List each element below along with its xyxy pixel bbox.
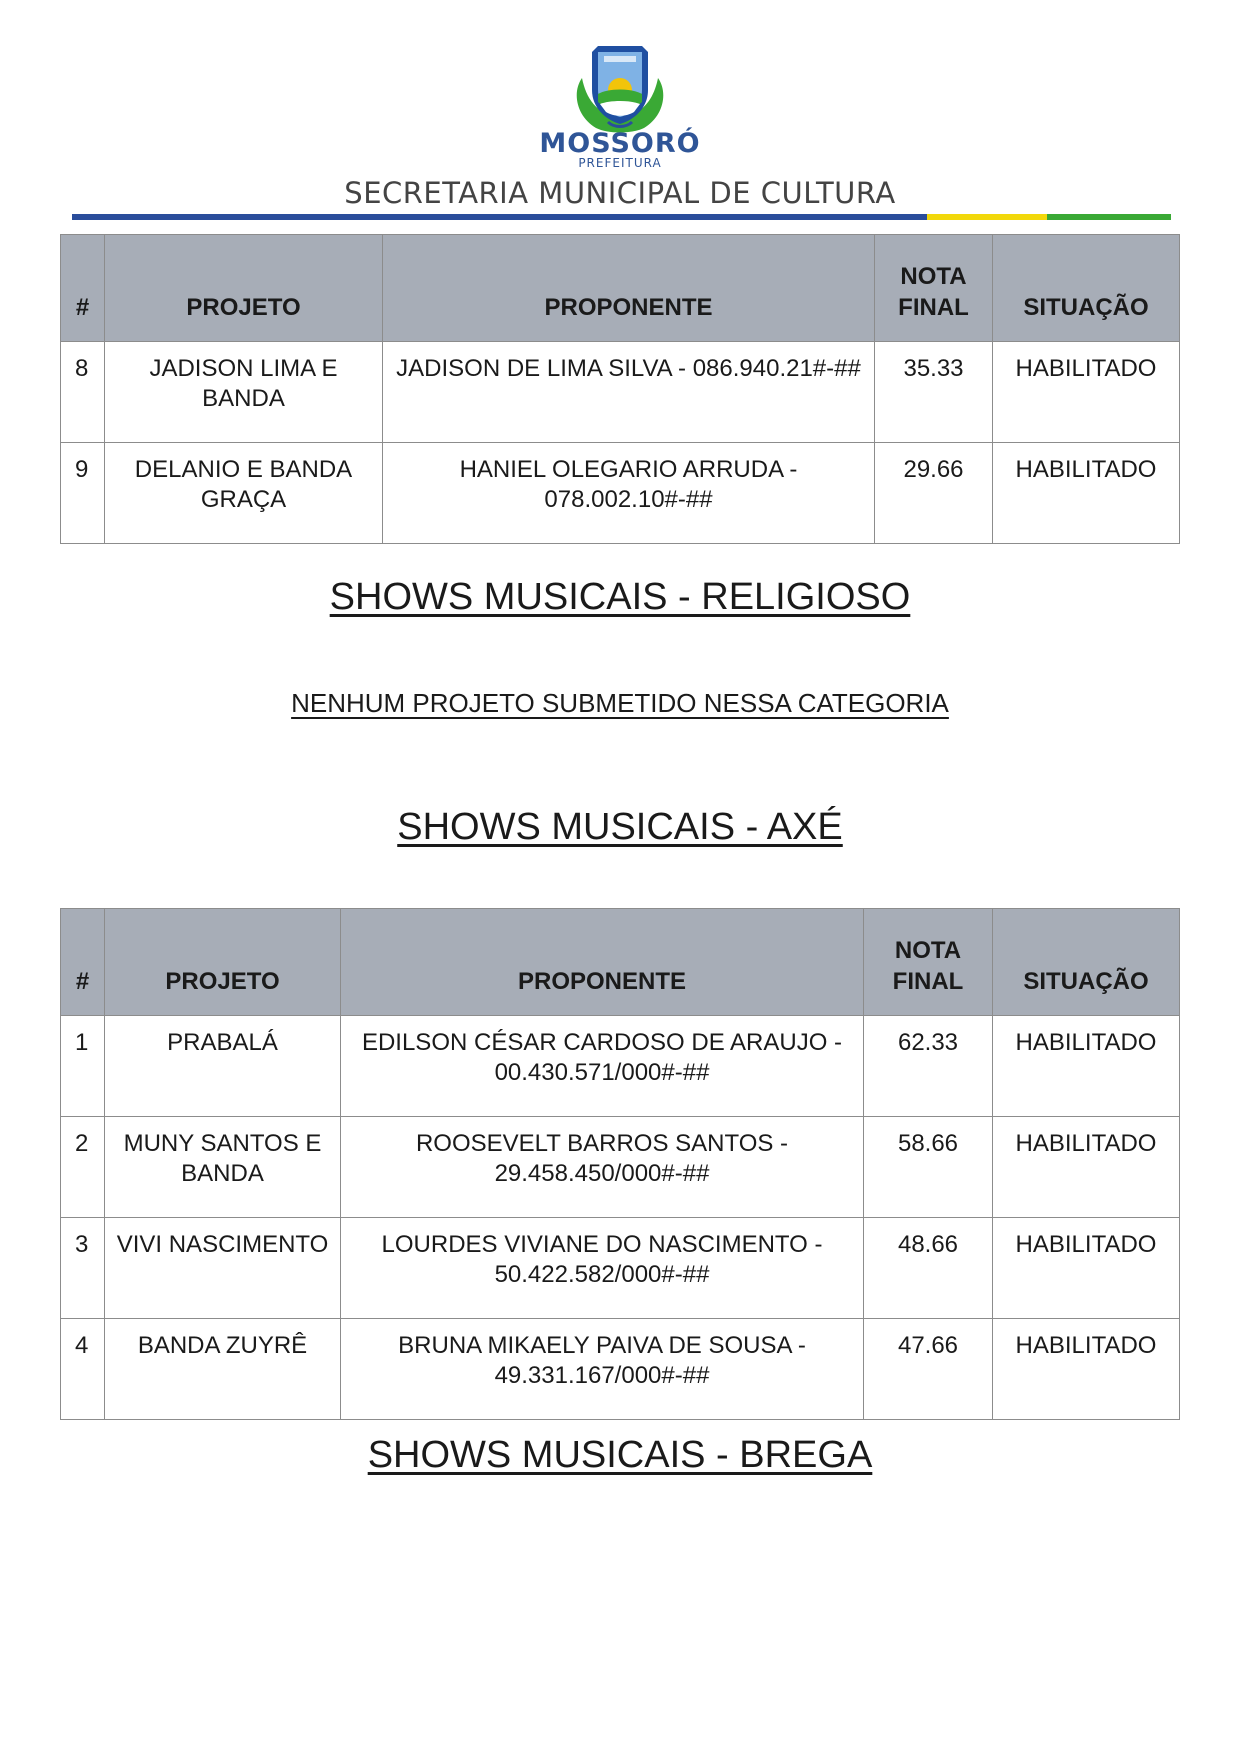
cell-num: 8 (61, 342, 105, 443)
col-header-nota: NOTA FINAL (864, 909, 993, 1016)
cell-projeto: VIVI NASCIMENTO (105, 1218, 341, 1319)
org-name: MOSSORÓ (539, 128, 701, 159)
table-row (61, 1016, 1180, 1117)
table-row (61, 342, 1180, 443)
cell-num: 1 (61, 1016, 105, 1117)
cell-proponente: LOURDES VIVIANE DO NASCIMENTO - 50.422.582/000#-## (341, 1218, 864, 1319)
cell-proponente: ROOSEVELT BARROS SANTOS - 29.458.450/000#-## (341, 1117, 864, 1218)
table-row (61, 1117, 1180, 1218)
table-row (61, 1218, 1180, 1319)
cell-nota: 48.66 (864, 1218, 993, 1319)
cell-situacao: HABILITADO (993, 443, 1180, 544)
col-header-nota: NOTA FINAL (875, 235, 993, 342)
section-note-religioso-text: NENHUM PROJETO SUBMETIDO NESSA CATEGORIA (291, 688, 949, 718)
cell-proponente: JADISON DE LIMA SILVA - 086.940.21#-## (383, 342, 875, 443)
cell-projeto: JADISON LIMA E BANDA (105, 342, 383, 443)
city-crest-icon (568, 38, 672, 136)
cell-projeto: DELANIO E BANDA GRAÇA (105, 443, 383, 544)
header-stripe-blue (72, 214, 927, 220)
cell-proponente: BRUNA MIKAELY PAIVA DE SOUSA - 49.331.167/000#-## (341, 1319, 864, 1420)
section-title-brega (0, 1434, 1240, 1477)
results-table-continued (60, 234, 1180, 544)
table-header-row (61, 235, 1180, 342)
cell-nota: 35.33 (875, 342, 993, 443)
document-header (0, 0, 1240, 225)
cell-nota: 29.66 (875, 443, 993, 544)
cell-projeto: PRABALÁ (105, 1016, 341, 1117)
section-note-religioso (0, 688, 1240, 719)
cell-situacao: HABILITADO (993, 1016, 1180, 1117)
cell-num: 9 (61, 443, 105, 544)
table-row (61, 443, 1180, 544)
col-header-proponente: PROPONENTE (383, 235, 875, 342)
results-table-axe (60, 908, 1180, 1420)
cell-num: 4 (61, 1319, 105, 1420)
section-title-axe (0, 806, 1240, 849)
header-stripe-yellow (927, 214, 1047, 220)
col-header-num: # (61, 235, 105, 342)
col-header-situacao: SITUAÇÃO (993, 909, 1180, 1016)
cell-situacao: HABILITADO (993, 1218, 1180, 1319)
cell-projeto: MUNY SANTOS E BANDA (105, 1117, 341, 1218)
col-header-projeto: PROJETO (105, 909, 341, 1016)
section-title-axe-text: SHOWS MUSICAIS - AXÉ (397, 806, 843, 848)
cell-num: 3 (61, 1218, 105, 1319)
header-stripe-green (1047, 214, 1171, 220)
section-title-religioso (0, 576, 1240, 619)
table-header-row (61, 909, 1180, 1016)
department-title: SECRETARIA MUNICIPAL DE CULTURA (344, 176, 896, 210)
cell-situacao: HABILITADO (993, 342, 1180, 443)
cell-proponente: HANIEL OLEGARIO ARRUDA - 078.002.10#-## (383, 443, 875, 544)
cell-num: 2 (61, 1117, 105, 1218)
table-row (61, 1319, 1180, 1420)
col-header-projeto: PROJETO (105, 235, 383, 342)
col-header-situacao: SITUAÇÃO (993, 235, 1180, 342)
cell-proponente: EDILSON CÉSAR CARDOSO DE ARAUJO - 00.430.571/000#-## (341, 1016, 864, 1117)
cell-nota: 58.66 (864, 1117, 993, 1218)
section-title-religioso-text: SHOWS MUSICAIS - RELIGIOSO (329, 576, 911, 618)
cell-situacao: HABILITADO (993, 1319, 1180, 1420)
cell-nota: 62.33 (864, 1016, 993, 1117)
cell-nota: 47.66 (864, 1319, 993, 1420)
org-subtitle: PREFEITURA (578, 156, 662, 170)
cell-projeto: BANDA ZUYRÊ (105, 1319, 341, 1420)
section-title-brega-text: SHOWS MUSICAIS - BREGA (367, 1434, 873, 1476)
cell-situacao: HABILITADO (993, 1117, 1180, 1218)
col-header-proponente: PROPONENTE (341, 909, 864, 1016)
col-header-num: # (61, 909, 105, 1016)
